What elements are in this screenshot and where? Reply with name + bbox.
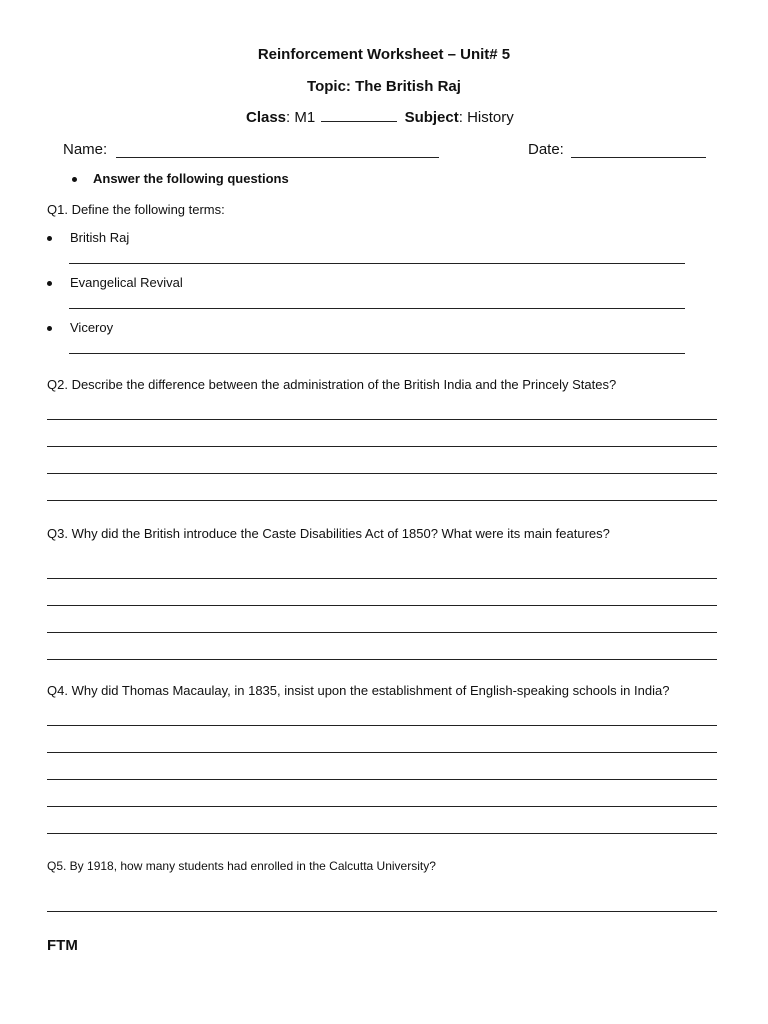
answer-line [47,473,717,474]
subject-label: Subject [404,109,459,126]
answer-line [69,263,685,264]
answer-line [47,605,717,606]
class-value: : M1 [286,109,316,126]
answer-line [47,578,717,579]
q3-text: Q3. Why did the British introduce the Caste Disabilities Act of 1850? What were its main features? [47,526,610,541]
class-blank [321,109,397,122]
date-label: Date: [528,141,564,158]
subject-value: : History [458,109,514,126]
instruction-text: Answer the following questions [93,171,289,186]
answer-line [47,833,717,834]
term-british-raj: British Raj [70,230,130,245]
answer-line [47,806,717,807]
answer-line [47,419,717,420]
instruction-bullet [72,177,77,182]
q1-text: Q1. Define the following terms: [47,202,225,217]
class-subject-row [246,109,514,126]
topic-heading: Topic: The British Raj [307,78,461,95]
answer-line [47,659,717,660]
term-evangelical-revival: Evangelical Revival [70,275,183,290]
term-bullet [47,326,52,331]
answer-line [47,779,717,780]
term-viceroy: Viceroy [70,320,114,335]
answer-line [69,308,685,309]
q4-text: Q4. Why did Thomas Macaulay, in 1835, insist upon the establishment of English-speaking schools in India? [47,683,670,698]
answer-line [47,632,717,633]
q2-text: Q2. Describe the difference between the administration of the British India and the Princely States? [47,377,617,392]
term-bullet [47,281,52,286]
answer-line [69,353,685,354]
answer-line [47,911,717,912]
name-blank-line [116,157,439,158]
worksheet-title: Reinforcement Worksheet – Unit# 5 [257,46,511,63]
q5-text: Q5. By 1918, how many students had enrolled in the Calcutta University? [47,859,436,873]
class-label: Class [246,109,287,126]
answer-line [47,725,717,726]
answer-line [47,752,717,753]
term-bullet [47,236,52,241]
date-blank-line [571,157,706,158]
answer-line [47,500,717,501]
footer-initials: FTM [47,937,78,954]
answer-line [47,446,717,447]
name-label: Name: [63,141,108,158]
